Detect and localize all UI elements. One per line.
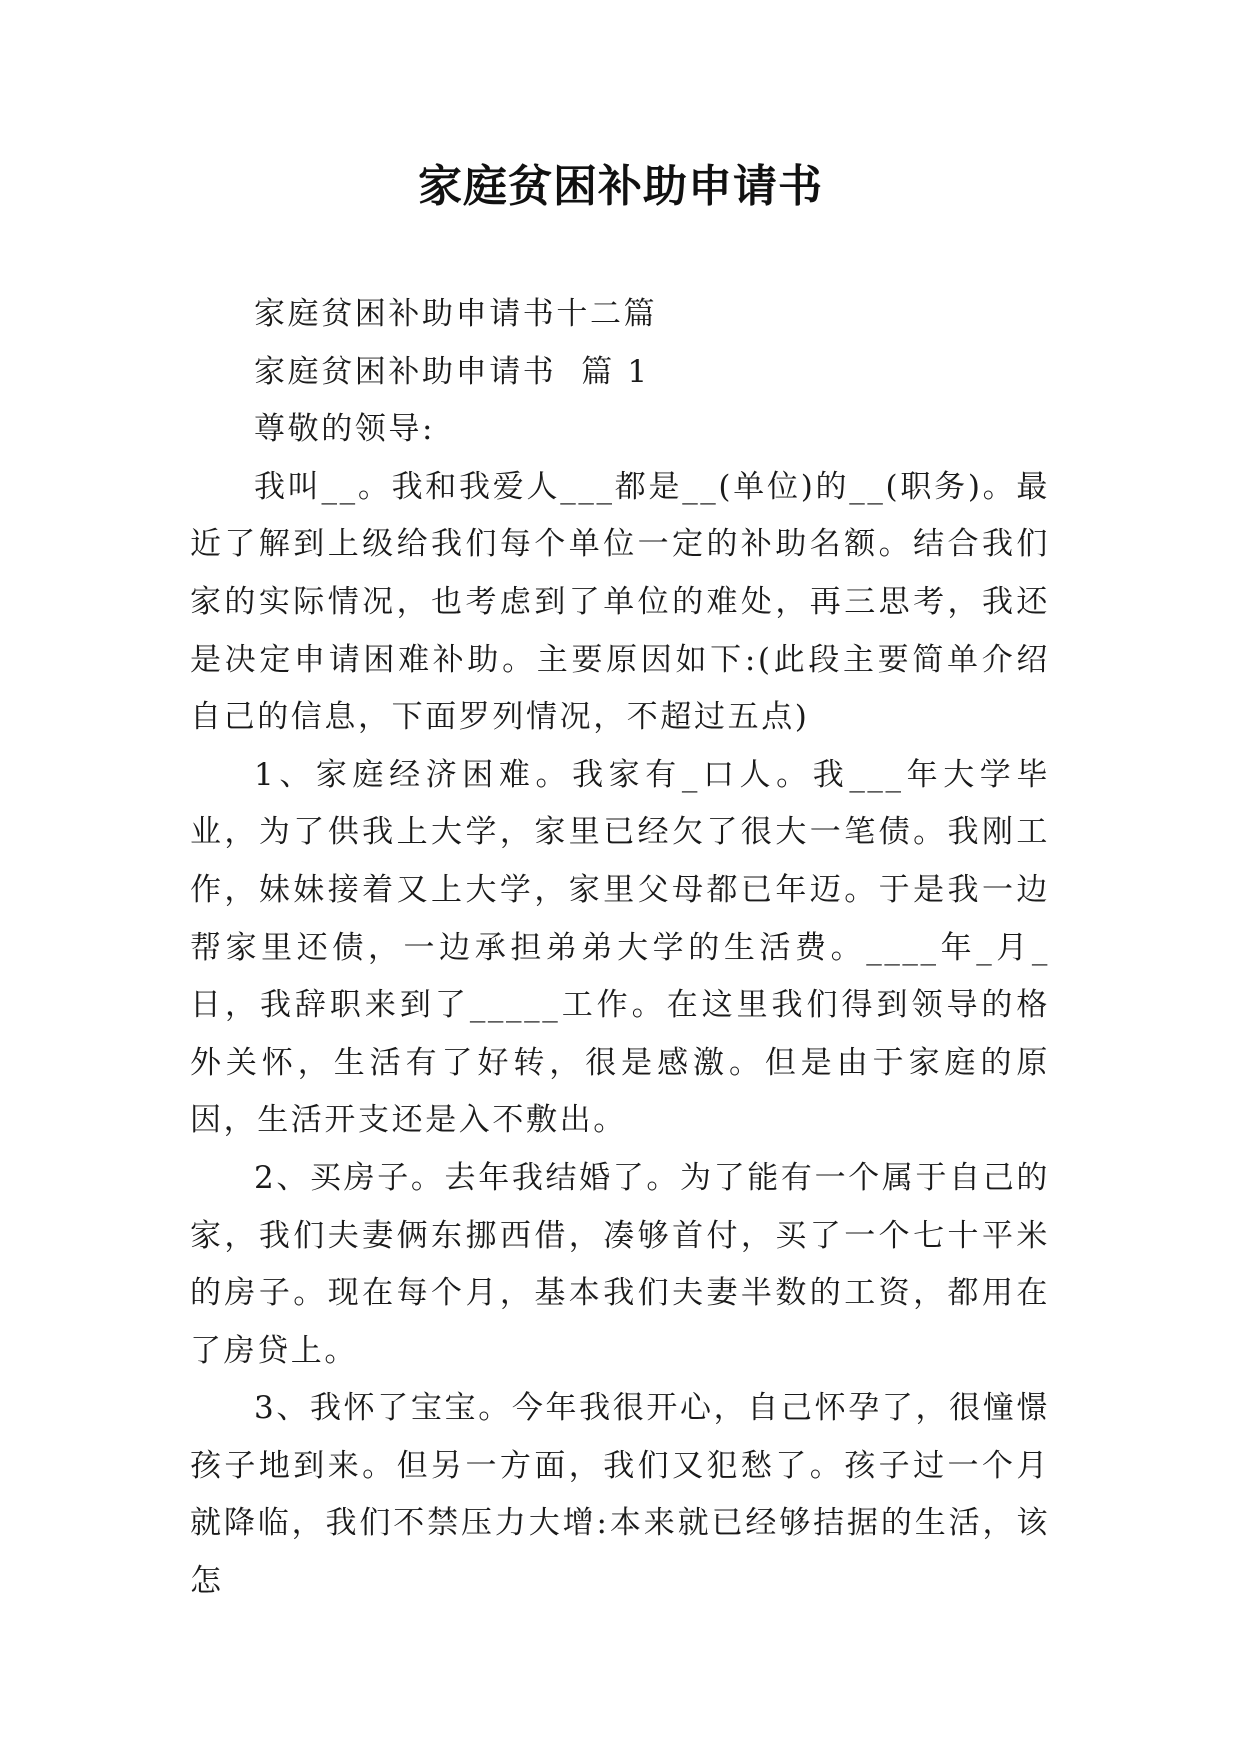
document-body xyxy=(190,286,1050,1611)
body-paragraph-intro: 我叫__。我和我爱人___都是__(单位)的__(职务)。最近了解到上级给我们每个单位一定的补助名额。结合我们家的实际情况，也考虑到了单位的难处，再三思考，我还是决定申请困难补助。主要原因如下:(此段主要简单介绍自己的信息，下面罗列情况，不超过五点) xyxy=(190,468,1050,736)
body-paragraph-reason-1: 1、家庭经济困难。我家有_口人。我___年大学毕业，为了供我上大学，家里已经欠了很大一笔债。我刚工作，妹妹接着又上大学，家里父母都已年迈。于是我一边帮家里还债，一边承担弟弟大学的生活费。____年_月_日，我辞职来到了_____工作。在这里我们得到领导的格外关怀，生活有了好转，很是感激。但是由于家庭的原因，生活开支还是入不敷出。 xyxy=(190,756,1050,1139)
body-paragraph-reason-3: 3、我怀了宝宝。今年我很开心，自己怀孕了，很憧憬孩子地到来。但另一方面，我们又犯愁了。孩子过一个月就降临，我们不禁压力大增:本来就已经够拮据的生活，该怎 xyxy=(190,1390,1050,1600)
subtitle-line: 家庭贫困补助申请书十二篇 xyxy=(254,296,658,332)
salutation: 尊敬的领导: xyxy=(254,411,436,448)
document-title: 家庭贫困补助申请书 xyxy=(418,161,823,212)
section-heading: 家庭贫困补助申请书 篇 1 xyxy=(254,353,650,390)
body-paragraph-reason-2: 2、买房子。去年我结婚了。为了能有一个属于自己的家，我们夫妻俩东挪西借，凑够首付，买了一个七十平米的房子。现在每个月，基本我们夫妻半数的工资，都用在了房贷上。 xyxy=(190,1159,1050,1369)
